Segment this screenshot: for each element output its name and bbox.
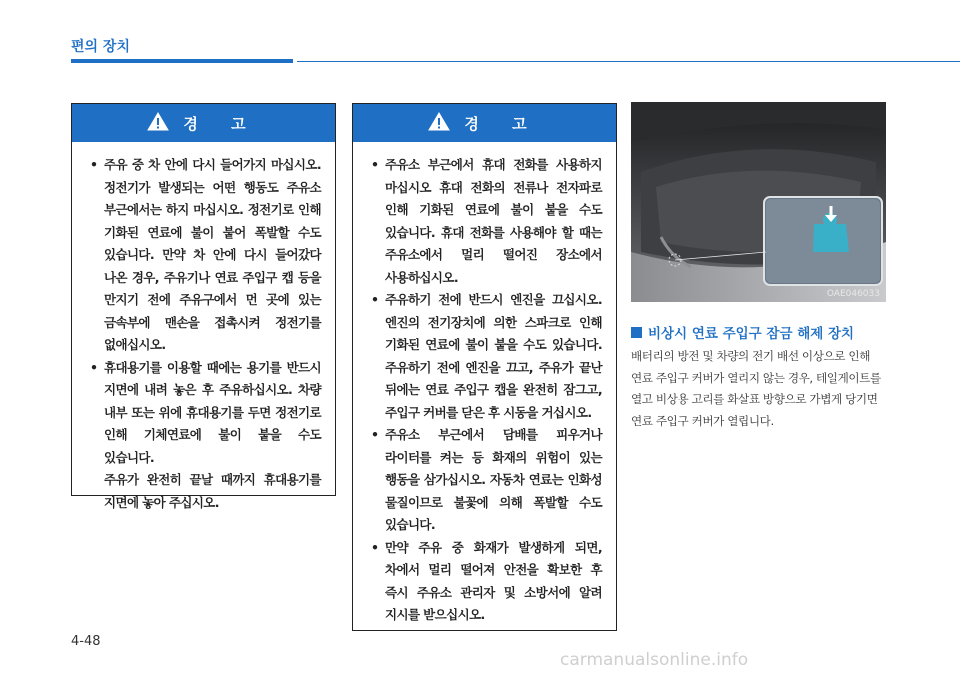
warning-item: • 휴대용기를 이용할 때에는 용기를 반드시 지면에 내려 놓은 후 주유하십시오. 차량 내부 또는 위에 휴대용기를 두면 정전기로 인해 기체연료에 불이 붙을 수도 있습니다. 주유가 완전히 끝날 때까지 휴대용기를 지면에 놓아 주십시오. [104,357,321,515]
warning-list [353,142,616,637]
subsection-body: 배터리의 방전 및 차량의 전기 배선 이상으로 인해 연료 주입구 커버가 열리지 않는 경우, 테일게이트를 열고 비상용 고리를 화살표 방향으로 가볍게 당기면 연료 주입구 커버가 열립니다. [631,349,881,428]
bullet: • [90,157,98,172]
warning-title: 경 고 [464,114,541,133]
warning-item: • 주유하기 전에 반드시 엔진을 끄십시오. 엔진의 전기장치에 의한 스파크로 인해 기화된 연료에 불이 붙을 수도 있습니다. 주유하기 전에 엔진을 끄고, 주유가 끝난 뒤에는 연료 주입구 캡을 완전히 잠그고, 주입구 커버를 닫은 후 시동을 거십시오. [385,289,602,424]
warning-item: • 주유 중 차 안에 다시 들어가지 마십시오. 정전기가 발생되는 어떤 행동도 주유소 부근에서는 하지 마십시오. 정전기로 인해 기화된 연료에 불이 붙어 폭발할 수도 있습니다. 만약 차 안에 다시 들어갔다 나온 경우, 주유기나 연료 주입구 캡 등을 만지기 전에 주유구에서 먼 곳에 있는 금속부에 맨손을 접촉시켜 정전기를 없애십시오. [104,154,321,357]
square-bullet-icon [631,327,642,338]
bullet: • [371,292,379,307]
header-line [297,61,960,62]
image-code: OAE046033 [826,289,880,299]
warning-box-2 [352,103,617,631]
subsection-title: 비상시 연료 주입구 잠금 해제 장치 [648,326,855,342]
bullet: • [371,157,379,172]
trunk-illustration [631,102,886,302]
warning-item: • 주유소 부근에서 휴대 전화를 사용하지 마십시오 휴대 전화의 전류나 전자파로 인해 기화된 연료에 불이 붙을 수도 있습니다. 휴대 전화를 사용해야 할 때는 주유소에서 멀리 떨어진 장소에서 사용하십시오. [385,154,602,289]
trunk-photo [631,102,886,302]
header-bar [71,59,293,63]
watermark: carmanualsonline.info [560,650,749,670]
warning-triangle-icon [428,112,450,135]
warning-triangle-icon [147,112,169,135]
warning-item: • 주유소 부근에서 담배를 피우거나 라이터를 켜는 등 화재의 위험이 있는 행동을 삼가십시오. 자동차 연료는 인화성 물질이므로 불꽃에 의해 폭발할 수도 있습니다. [385,424,602,537]
warning-title: 경 고 [183,114,260,133]
warning-item: • 만약 주유 중 화재가 발생하게 되면, 차에서 멀리 떨어져 안전을 확보한 후 즉시 주유소 관리자 및 소방서에 알려 지시를 받으십시오. [385,537,602,627]
section-title: 편의 장치 [71,39,130,55]
warning-list [72,142,335,524]
bullet: • [90,359,98,375]
warning-header [72,104,335,142]
bullet: • [371,427,379,442]
page-number: 4-48 [71,634,101,649]
warning-header [353,104,616,142]
warning-box-1 [71,103,336,510]
subsection-heading [631,322,854,342]
bullet: • [371,539,379,555]
